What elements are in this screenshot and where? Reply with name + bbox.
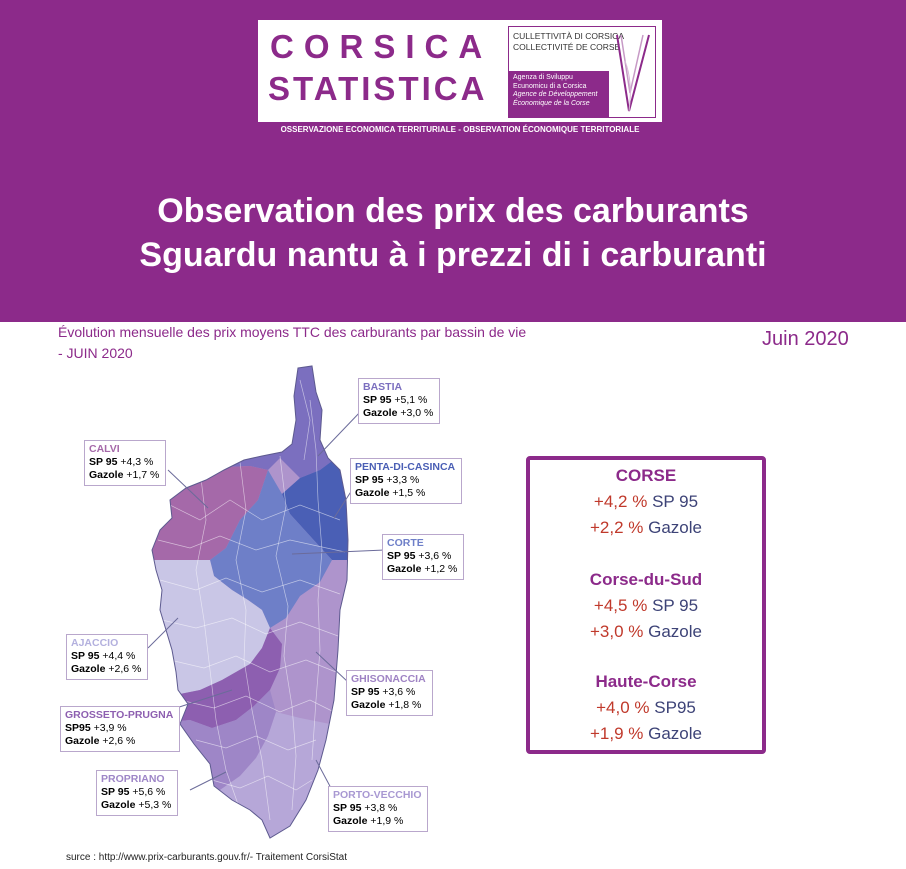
callout-corte-fuel2: Gazole xyxy=(387,563,422,575)
callout-ghisonaccia-value2: +1,8 % xyxy=(388,699,422,711)
summary-hc-sp95-label: SP95 xyxy=(654,698,696,717)
callout-penta-name: PENTA-DI-CASINCA xyxy=(355,461,456,473)
summary-box xyxy=(526,456,766,754)
source-note: surce : http://www.prix-carburants.gouv.fr/- Traitement CorsiStat xyxy=(66,852,348,863)
callout-calvi-fuel2: Gazole xyxy=(89,469,124,481)
callout-propriano-fuel1: SP 95 xyxy=(101,786,130,798)
emblem-swoosh-icon xyxy=(611,31,653,115)
callout-ajaccio-fuel2: Gazole xyxy=(71,663,106,675)
callout-bastia-fuel1: SP 95 xyxy=(363,394,392,406)
callout-grosseto xyxy=(60,706,180,752)
map-region-bastia xyxy=(150,360,360,478)
summary-cds-gazole xyxy=(530,622,762,642)
callout-bastia-value1: +5,1 % xyxy=(394,394,428,406)
summary-hc-sp95-pct: +4,0 % xyxy=(596,698,650,717)
callout-bastia xyxy=(358,378,440,424)
summary-corse-gazole xyxy=(530,518,762,538)
callout-ghisonaccia-name: GHISONACCIA xyxy=(351,673,426,685)
callout-portovecchio-value1: +3,8 % xyxy=(364,802,398,814)
callout-ghisonaccia xyxy=(346,670,433,716)
summary-corse-title: CORSE xyxy=(615,466,677,485)
summary-cds-sp95 xyxy=(530,596,762,616)
agency-co-line-2: Ecunomicu di a Corsica xyxy=(513,82,587,90)
callout-portovecchio-value2: +1,9 % xyxy=(370,815,404,827)
callout-ghisonaccia-fuel2: Gazole xyxy=(351,699,386,711)
callout-calvi-name: CALVI xyxy=(89,443,120,455)
summary-corse-gazole-label: Gazole xyxy=(648,518,702,537)
callout-grosseto-value1: +3,9 % xyxy=(93,722,127,734)
callout-calvi-value1: +4,3 % xyxy=(120,456,154,468)
leader-bastia xyxy=(318,410,362,456)
agency-fr-line-1: Agence de Développement xyxy=(513,91,598,98)
callout-penta-value2: +1,5 % xyxy=(392,487,426,499)
date-label: Juin 2020 xyxy=(762,328,849,350)
collectivite-corse-text: COLLECTIVITÉ DE CORSE xyxy=(513,42,621,52)
header-banner xyxy=(0,0,906,322)
page-title-fr: Observation des prix des carburants xyxy=(157,192,749,230)
callout-ajaccio-value1: +4,4 % xyxy=(102,650,136,662)
callout-corte xyxy=(382,534,464,580)
callout-ajaccio xyxy=(66,634,148,680)
callout-propriano-value2: +5,3 % xyxy=(138,799,172,811)
callout-portovecchio-fuel1: SP 95 xyxy=(333,802,362,814)
summary-hc-sp95 xyxy=(530,698,762,718)
summary-cds-sp95-pct: +4,5 % xyxy=(593,596,648,615)
callout-corte-name: CORTE xyxy=(387,537,424,549)
summary-hc-gazole xyxy=(530,724,762,744)
callout-grosseto-name: GROSSETO-PRUGNA xyxy=(65,709,174,721)
corsica-map xyxy=(0,360,520,850)
map-subtitle xyxy=(58,322,618,364)
agency-fr-line-2: Économique de la Corse xyxy=(513,99,590,107)
callout-portovecchio xyxy=(328,786,428,832)
subtitle-line-1: Évolution mensuelle des prix moyens TTC des carburants par bassin de vie xyxy=(58,324,527,340)
callout-corte-value1: +3,6 % xyxy=(418,550,452,562)
summary-corse-sp95-label: SP 95 xyxy=(652,492,699,511)
callout-ghisonaccia-fuel1: SP 95 xyxy=(351,686,380,698)
callout-bastia-name: BASTIA xyxy=(363,381,403,393)
callout-penta-fuel2: Gazole xyxy=(355,487,390,499)
summary-hc-gazole-pct: +1,9 % xyxy=(589,724,644,743)
summary-cds-gazole-label: Gazole xyxy=(648,622,702,641)
callout-propriano-name: PROPRIANO xyxy=(101,773,165,785)
callout-calvi xyxy=(84,440,166,486)
callout-penta-value1: +3,3 % xyxy=(386,474,420,486)
summary-cds-gazole-pct: +3,0 % xyxy=(589,622,644,641)
callout-portovecchio-fuel2: Gazole xyxy=(333,815,368,827)
collectivite-emblem xyxy=(508,26,656,118)
callout-penta-fuel1: SP 95 xyxy=(355,474,384,486)
callout-grosseto-value2: +2,6 % xyxy=(102,735,136,747)
callout-ajaccio-fuel1: SP 95 xyxy=(71,650,100,662)
callout-ghisonaccia-value1: +3,6 % xyxy=(382,686,416,698)
subtitle-line-2: - JUIN 2020 xyxy=(58,345,133,361)
logo-statistica-text: STATISTICA xyxy=(268,70,488,107)
agency-band xyxy=(509,71,609,117)
callout-propriano xyxy=(96,770,178,816)
summary-corse-sp95 xyxy=(530,492,762,512)
summary-cds-sp95-label: SP 95 xyxy=(652,596,699,615)
summary-hc-gazole-label: Gazole xyxy=(648,724,702,743)
callout-grosseto-fuel1: SP95 xyxy=(65,722,91,734)
callout-grosseto-fuel2: Gazole xyxy=(65,735,100,747)
callout-corte-fuel1: SP 95 xyxy=(387,550,416,562)
callout-bastia-fuel2: Gazole xyxy=(363,407,398,419)
summary-hc-title: Haute-Corse xyxy=(595,672,697,691)
callout-penta xyxy=(350,458,462,504)
summary-corse-sp95-pct: +4,2 % xyxy=(593,492,648,511)
callout-corte-value2: +1,2 % xyxy=(424,563,458,575)
page-title-co: Sguardu nantu à i prezzi di i carburanti xyxy=(139,236,767,274)
agency-co-line-1: Agenza di Sviluppu xyxy=(513,74,573,81)
callout-ajaccio-value2: +2,6 % xyxy=(108,663,142,675)
collectivite-corsica-text: CULLETTIVITÀ DI CORSICA xyxy=(513,31,624,41)
observation-strip: OSSERVAZIONE ECONOMICA TERRITURIALE - OBSERVATION ÉCONOMIQUE TERRITORIALE xyxy=(258,122,662,138)
callout-calvi-fuel1: SP 95 xyxy=(89,456,118,468)
callout-ajaccio-name: AJACCIO xyxy=(71,637,119,649)
callout-bastia-value2: +3,0 % xyxy=(400,407,434,419)
summary-corse-gazole-pct: +2,2 % xyxy=(589,518,644,537)
corsica-statistica-logo xyxy=(258,20,662,138)
callout-propriano-fuel2: Gazole xyxy=(101,799,136,811)
summary-cds-title: Corse-du-Sud xyxy=(589,570,703,589)
callout-propriano-value1: +5,6 % xyxy=(132,786,166,798)
callout-portovecchio-name: PORTO-VECCHIO xyxy=(333,789,422,801)
logo-corsica-text: CORSICA xyxy=(270,28,493,65)
callout-calvi-value2: +1,7 % xyxy=(126,469,160,481)
